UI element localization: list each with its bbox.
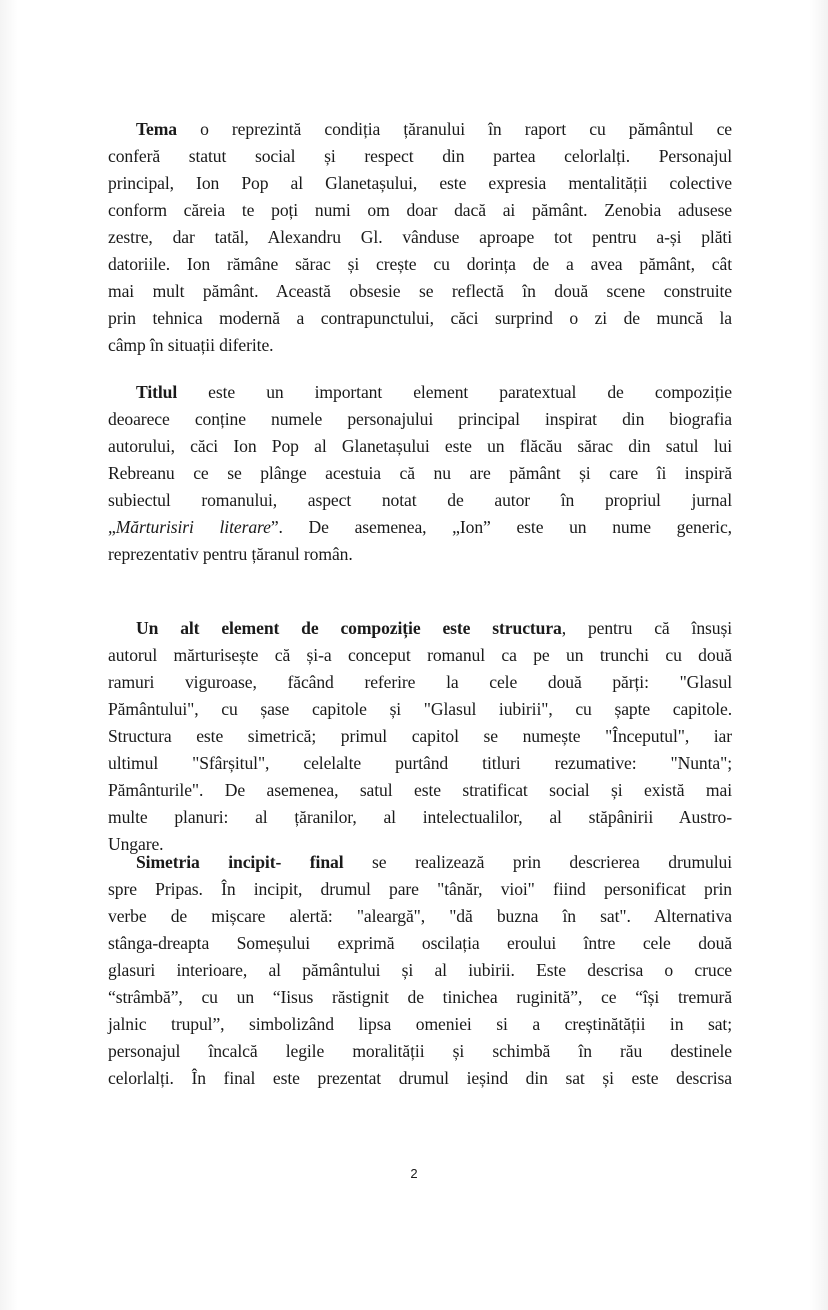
text-line xyxy=(108,669,732,696)
text-segment: Ungare. xyxy=(108,834,164,854)
text-segment: datoriile. Ion rămâne sărac și crește cu dorința de a avea pământ, cât xyxy=(108,254,732,274)
text-segment: ramuri viguroase, făcând referire la cele două părți: "Glasul xyxy=(108,672,732,692)
text-line xyxy=(108,541,732,568)
text-segment: “strâmbă”, cu un “Iisus răstignit de tinichea ruginită”, ce “își tremură xyxy=(108,987,732,1007)
text-line xyxy=(108,251,732,278)
text-line xyxy=(108,615,732,642)
text-segment: Pământului", cu șase capitole și "Glasul iubirii", cu șapte capitole. xyxy=(108,699,732,719)
text-segment: mai mult pământ. Această obsesie se reflectă în două scene construite xyxy=(108,281,732,301)
text-segment: Structura este simetrică; primul capitol se numește "Începutul", iar xyxy=(108,726,732,746)
text-segment: Rebreanu ce se plânge acestuia că nu are pământ și care îi inspiră xyxy=(108,463,732,483)
text-line xyxy=(108,750,732,777)
text-segment: reprezentativ pentru țăranul român. xyxy=(108,544,353,564)
text-line xyxy=(108,116,732,143)
text-line xyxy=(108,197,732,224)
text-line xyxy=(108,224,732,251)
text-line xyxy=(108,514,732,541)
bold-lead: Titlul xyxy=(136,382,178,402)
text-line xyxy=(108,696,732,723)
text-segment: subiectul romanului, aspect notat de autor în propriul jurnal xyxy=(108,490,732,510)
text-line xyxy=(108,460,732,487)
text-line xyxy=(108,278,732,305)
text-segment: o reprezintă condiția țăranului în raport cu pământul ce xyxy=(176,119,732,139)
text-segment: se realizează prin descrierea drumului xyxy=(343,852,732,872)
bold-lead: Simetria incipit- final xyxy=(136,852,344,872)
text-line xyxy=(108,903,732,930)
text-segment: stânga-dreapta Someșului exprimă oscilația eroului între cele două xyxy=(108,933,732,953)
text-line xyxy=(108,379,732,406)
text-line xyxy=(108,433,732,460)
text-segment: celorlalți. În final este prezentat drumul ieșind din sat și este descrisa xyxy=(108,1068,732,1088)
text-segment: personajul încalcă legile moralității și schimbă în rău destinele xyxy=(108,1041,732,1061)
text-segment: conform căreia te poți numi om doar dacă ai pământ. Zenobia adusese xyxy=(108,200,732,220)
text-line xyxy=(108,930,732,957)
text-segment: verbe de mișcare alertă: "aleargă", "dă buzna în sat". Alternativa xyxy=(108,906,732,926)
paragraph-tema xyxy=(108,116,732,359)
text-line xyxy=(108,642,732,669)
text-line xyxy=(108,984,732,1011)
text-line xyxy=(108,849,732,876)
text-line xyxy=(108,406,732,433)
page-number: 2 xyxy=(410,1166,418,1181)
text-segment: multe planuri: al țăranilor, al intelectualilor, al stăpânirii Austro- xyxy=(108,807,732,827)
paragraph-structura xyxy=(108,615,732,858)
paragraph-simetria xyxy=(108,849,732,1092)
bold-lead: Un alt element de compoziție este structura xyxy=(136,618,562,638)
text-segment: spre Pripas. În incipit, drumul pare "tânăr, vioi" fiind personificat prin xyxy=(108,879,732,899)
italic-title: Mărturisiri literare xyxy=(115,517,271,537)
text-line xyxy=(108,1038,732,1065)
text-segment: „ xyxy=(108,517,116,537)
bold-lead: Tema xyxy=(136,119,177,139)
text-segment: ultimul "Sfârșitul", celelalte purtând titluri rezumative: "Nunta"; xyxy=(108,753,732,773)
text-line xyxy=(108,1011,732,1038)
text-segment: conferă statut social și respect din partea celorlalți. Personajul xyxy=(108,146,732,166)
text-segment: deoarece conține numele personajului principal inspirat din biografia xyxy=(108,409,732,429)
text-segment: glasuri interioare, al pământului și al iubirii. Este descrisa o cruce xyxy=(108,960,732,980)
text-line xyxy=(108,1065,732,1092)
text-line xyxy=(108,723,732,750)
text-line xyxy=(108,143,732,170)
text-segment: este un important element paratextual de compoziție xyxy=(177,382,732,402)
text-segment: Pământurile". De asemenea, satul este stratificat social și există mai xyxy=(108,780,732,800)
text-line xyxy=(108,876,732,903)
text-segment: jalnic trupul”, simbolizând lipsa omeniei si a creștinătății in sat; xyxy=(108,1014,732,1034)
text-segment: autorul mărturisește că și-a conceput romanul ca pe un trunchi cu două xyxy=(108,645,732,665)
text-line xyxy=(108,332,732,359)
text-segment: principal, Ion Pop al Glanetașului, este expresia mentalității colective xyxy=(108,173,732,193)
text-line xyxy=(108,305,732,332)
paragraph-titlul xyxy=(108,379,732,568)
text-line xyxy=(108,487,732,514)
text-segment: , pentru că însuși xyxy=(561,618,732,638)
text-segment: autorului, căci Ion Pop al Glanetașului este un flăcău sărac din satul lui xyxy=(108,436,732,456)
text-segment: ”. De asemenea, „Ion” este un nume generic, xyxy=(270,517,732,537)
text-segment: prin tehnica modernă a contrapunctului, căci surprind o zi de muncă la xyxy=(108,308,732,328)
text-line xyxy=(108,777,732,804)
text-line xyxy=(108,957,732,984)
text-segment: zestre, dar tatăl, Alexandru Gl. vânduse aproape tot pentru a-și plăti xyxy=(108,227,732,247)
text-line xyxy=(108,170,732,197)
text-line xyxy=(108,804,732,831)
text-segment: câmp în situații diferite. xyxy=(108,335,274,355)
